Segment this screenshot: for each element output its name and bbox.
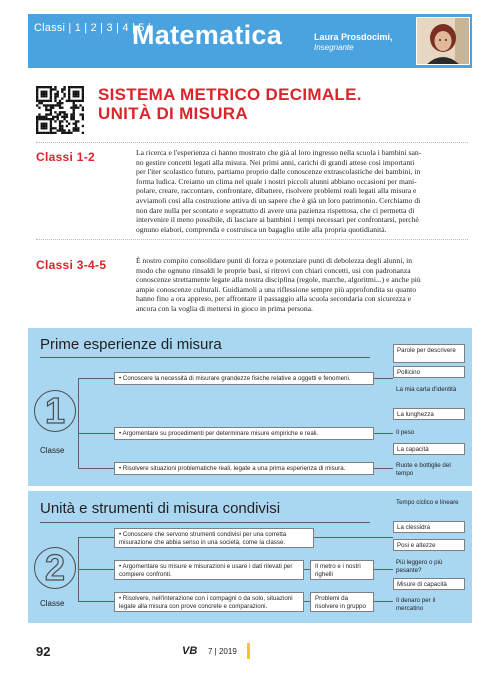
goal-box: • Risolvere situazioni problematiche reali, legate a una prima esperienza di misura. [114, 462, 374, 475]
activity-box: Tempo ciclico e lineare [396, 499, 459, 506]
author-name: Laura Prosdocimi, [314, 32, 393, 42]
panel-title: Unità e strumenti di misura condivisi [40, 500, 281, 517]
issue-number: 7 | 2019 [208, 647, 237, 656]
section-label-classi-1-2: Classi 1-2 [36, 150, 96, 164]
article-title-line1: SISTEMA METRICO DECIMALE. [98, 85, 362, 104]
activity-box: La lunghezza [393, 408, 465, 420]
section-body-classi-3-4-5 [136, 256, 472, 314]
text-line: ognuno elabori, comprenda e costruisca un bagaglio utile alla propria quotidianità. [136, 224, 387, 234]
activity-box: Più leggero o più pesante? [396, 559, 443, 574]
goal-box: • Argomentare su misure e misurazioni e usare i dati rilevati per compiere confronti. [114, 560, 304, 580]
author-photo [416, 17, 470, 65]
class-number-badge: 1 [34, 390, 76, 432]
text-line: conoscenze strettamente legate alla nostra disciplina (regole, marche, algoritmi...) e anche più [136, 275, 421, 285]
panel-unita-strumenti [28, 491, 472, 623]
text-line: avviamoli così alla costruzione attiva di un sapere che è già un loro patrimonio. Cerchiamo di [136, 195, 421, 205]
goal-box: • Risolvere, nell'interazione con i compagni o da solo, situazioni legate alla misura con prove concrete e comparazioni. [114, 592, 304, 612]
section-label-classi-3-4-5: Classi 3-4-5 [36, 258, 107, 272]
text-line: polare, creare, raccontare, confrontare, dibattere, risolvere problemi reali legati alla misura e [136, 186, 417, 196]
activity-box: Ruote e bottiglie del tempo [396, 462, 451, 477]
activity-box: Pollicino [393, 366, 465, 378]
article-title [98, 85, 468, 123]
magazine-logo: VB [182, 645, 198, 657]
activity-box: La capacità [393, 443, 465, 455]
text-line: intervenire il meno possibile, di lasciare ai bambini i tempi necessari per confrontarsi, perché [136, 215, 419, 225]
text-line: modo che ognuno rinsaldi le proprie basi, si ritrovi con chiari concetti, usi con padronanza [136, 265, 411, 275]
connector [374, 433, 393, 434]
mid-activity-box: Il metro e i nostri righelli [310, 560, 374, 580]
connector [78, 537, 79, 601]
goal-box: • Argomentare su procedimenti per determinare misure empiriche e reali. [114, 427, 374, 440]
text-line: hanno fino a ora appreso, per affrontare il passaggio alla scuola secondaria con sicurezza e [136, 294, 412, 304]
divider [36, 239, 468, 240]
section-body-classi-1-2 [136, 148, 472, 234]
connector [78, 468, 114, 469]
class-label: Classe [40, 446, 65, 455]
connector [78, 433, 114, 434]
page-header [28, 14, 472, 68]
connector [78, 601, 114, 602]
text-line: ancora con la voglia di mettersi in gioco in prima persona. [136, 303, 313, 313]
connector [78, 378, 79, 468]
connector [374, 378, 393, 379]
connector [374, 468, 393, 469]
author-role: Insegnante [314, 43, 354, 52]
classes-nav: Classi | 1 | 2 | 3 | 4 | 5 | [34, 22, 151, 34]
qr-code[interactable] [36, 86, 84, 134]
activity-box: Il peso [396, 429, 415, 436]
footer-accent-bar [247, 643, 250, 659]
text-line: ampie conoscenze culturali. Guidiamoli a una riflessione sempre più approfondita su quanto [136, 284, 417, 294]
activity-box: La mia carta d'identità [396, 386, 457, 393]
connector [374, 569, 393, 570]
connector [314, 537, 393, 538]
goal-box: • Conoscere che servono strumenti condivisi per una corretta misurazione che abbia senso in una società, come la classe. [114, 528, 314, 548]
connector [78, 378, 114, 379]
class-number-badge: 2 [34, 547, 76, 589]
connector [78, 537, 114, 538]
panel-title: Prime esperienze di misura [40, 336, 222, 353]
text-line: È nostro compito consolidare punti di forza e potenziare punti di debolezza degli alunni, in [136, 256, 413, 265]
goal-box: • Conoscere la necessità di misurare grandezze fisiche relative a oggetti e fenomeni. [114, 372, 374, 385]
class-label: Classe [40, 599, 65, 608]
activity-box: La clessidra [393, 521, 465, 533]
subject-title: Matematica [132, 20, 283, 50]
divider [40, 357, 370, 358]
text-line: per l'iter scolastico futuro, partiamo proprio dalle conoscenze extrascolastiche dei bambini, in [136, 167, 421, 177]
text-line: non dare nulla per scontato e soprattutto di avere una pazienza rispettosa, che ci permetta di [136, 205, 415, 215]
divider [40, 522, 370, 523]
activity-box: Il denaro per il mercatino [396, 597, 436, 612]
mid-activity-box: Problemi da risolvere in gruppo [310, 592, 374, 612]
activity-box: Posi e altezze [393, 539, 465, 551]
connector [374, 601, 393, 602]
activity-box: Parole per descrivere [393, 344, 465, 363]
connector [78, 569, 114, 570]
article-title-line2: UNITÀ DI MISURA [98, 104, 248, 123]
text-line: no gestire concetti legati alla misura. Nei primi anni, carichi di grandi attese così importanti [136, 157, 415, 167]
panel-prime-esperienze [28, 328, 472, 486]
text-line: La ricerca e l'esperienza ci hanno mostrato che già al loro ingresso nella scuola i bambini san- [136, 148, 422, 157]
divider [36, 142, 468, 143]
activity-box: Misure di capacità [393, 578, 465, 590]
page-number: 92 [36, 644, 51, 659]
text-line: forma ludica. Creiamo un clima nel quale i nostri piccoli alunni abbiano occasioni per mani- [136, 176, 417, 186]
